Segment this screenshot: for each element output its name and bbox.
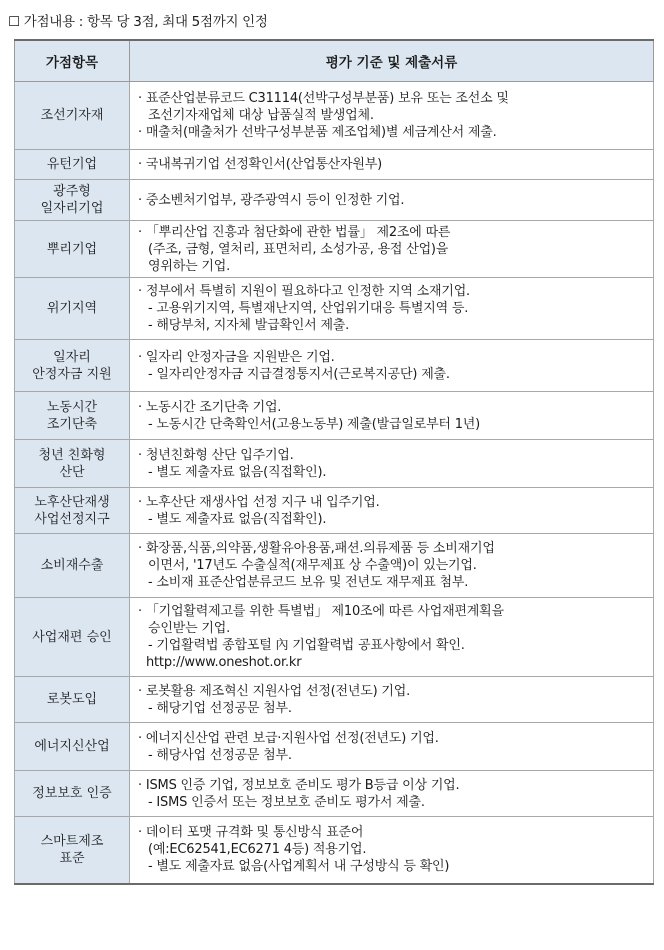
row-criteria	[130, 488, 654, 534]
criteria-line: 조선기자재업체 대상 납품실적 발생업체.	[148, 108, 374, 123]
criteria-line: · 노동시간 조기단축 기업.	[138, 399, 282, 415]
criteria-line: · 중소벤처기업부, 광주광역시 등이 인정한 기업.	[138, 192, 405, 208]
criteria-line: - ISMS 인증서 또는 정보보호 준비도 평가서 제출.	[148, 794, 425, 810]
table-row	[15, 723, 654, 771]
row-criteria	[130, 598, 654, 677]
row-criteria	[130, 340, 654, 392]
row-criteria	[130, 440, 654, 488]
row-criteria	[130, 180, 654, 221]
table-header-row	[15, 40, 654, 82]
criteria-line: - 기업활력법 종합포털 內 기업활력법 공표사항에서 확인.	[148, 638, 465, 653]
row-category: 소비재수출	[15, 534, 130, 598]
header-criteria: 평가 기준 및 제출서류	[130, 40, 654, 82]
table-row	[15, 534, 654, 598]
row-criteria	[130, 392, 654, 440]
table-row	[15, 440, 654, 488]
criteria-line: - 노동시간 단축확인서(고용노동부) 제출(발급일로부터 1년)	[148, 416, 481, 432]
row-criteria	[130, 723, 654, 771]
criteria-line: · 표준산업분류코드 C31114(선박구성부분품) 보유 또는 조선소 및	[138, 91, 509, 106]
criteria-line: 영위하는 기업.	[148, 258, 231, 274]
table-row	[15, 817, 654, 884]
row-criteria	[130, 221, 654, 278]
row-criteria	[130, 677, 654, 723]
criteria-link-text: http://www.oneshot.or.kr	[146, 655, 302, 670]
row-criteria	[130, 278, 654, 340]
criteria-line: - 해당사업 선정공문 첨부.	[148, 747, 292, 763]
criteria-line: (주조, 금형, 열처리, 표면처리, 소성가공, 용접 산업)을	[148, 241, 449, 257]
row-category: 에너지신산업	[15, 723, 130, 771]
row-category: 위기지역	[15, 278, 130, 340]
row-category: 노후산단재생 사업선정지구	[15, 488, 130, 534]
row-criteria	[130, 817, 654, 884]
table-row	[15, 392, 654, 440]
criteria-line: 이면서, '17년도 수출실적(재무제표 상 수출액)이 있는기업.	[148, 558, 477, 573]
criteria-line: · 일자리 안정자금을 지원받은 기업.	[138, 349, 335, 365]
table-row	[15, 221, 654, 278]
row-category: 광주형 일자리기업	[15, 180, 130, 221]
criteria-line: · 화장품,식품,의약품,생활유아용품,패션.의류제품 등 소비재기업	[138, 541, 495, 556]
criteria-line: · 정부에서 특별히 지원이 필요하다고 인정한 지역 소재기업.	[138, 284, 470, 299]
criteria-line: (예:EC62541,EC6271 4등) 적용기업.	[148, 842, 367, 858]
criteria-line: - 해당기업 선정공문 첨부.	[148, 700, 292, 716]
header-category: 가점항목	[15, 40, 130, 82]
row-criteria	[130, 771, 654, 817]
table-row	[15, 488, 654, 534]
row-category: 조선기자재	[15, 82, 130, 150]
row-category: 스마트제조 표준	[15, 817, 130, 884]
criteria-line: - 별도 제출자료 없음(직접확인).	[148, 464, 327, 480]
table-row	[15, 82, 654, 150]
table-row	[15, 278, 654, 340]
row-category: 노동시간 조기단축	[15, 392, 130, 440]
criteria-line: · 국내복귀기업 선정확인서(산업통산자원부)	[138, 157, 382, 172]
bonus-criteria-table	[14, 39, 654, 885]
table-row	[15, 677, 654, 723]
criteria-line: - 별도 제출자료 없음(사업계획서 내 구성방식 등 확인)	[148, 859, 450, 875]
criteria-line: · 데이터 포맷 규격화 및 통신방식 표준어	[138, 825, 364, 841]
criteria-line: 승인받는 기업.	[148, 621, 231, 636]
criteria-line: - 고용위기지역, 특별재난지역, 산업위기대응 특별지역 등.	[148, 301, 469, 316]
criteria-line: · 매출처(매출처가 선박구성부분품 제조업체)별 세금계산서 제출.	[138, 125, 497, 140]
row-category: 정보보호 인증	[15, 771, 130, 817]
criteria-line: · ISMS 인증 기업, 정보보호 준비도 평가 B등급 이상 기업.	[138, 777, 460, 793]
criteria-line: · 「뿌리산업 진흥과 첨단화에 관한 법률」 제2조에 따른	[138, 224, 451, 240]
criteria-line: · 청년친화형 산단 입주기업.	[138, 447, 294, 463]
row-category: 청년 친화형 산단	[15, 440, 130, 488]
row-category: 뿌리기업	[15, 221, 130, 278]
criteria-line: - 해당부처, 지자체 발급확인서 제출.	[148, 318, 350, 333]
criteria-line: - 소비재 표준산업분류코드 보유 및 전년도 재무제표 첨부.	[148, 575, 469, 590]
row-category: 유턴기업	[15, 150, 130, 180]
row-criteria	[130, 82, 654, 150]
row-category: 로봇도입	[15, 677, 130, 723]
criteria-line: - 별도 제출자료 없음(직접확인).	[148, 511, 327, 527]
table-row	[15, 180, 654, 221]
table-row	[15, 598, 654, 677]
table-row	[15, 771, 654, 817]
table-row	[15, 150, 654, 180]
section-caption: ☐ 가점내용 : 항목 당 3점, 최대 5점까지 인정	[8, 14, 268, 30]
row-criteria	[130, 534, 654, 598]
criteria-line: · 에너지신산업 관련 보급·지원사업 선정(전년도) 기업.	[138, 730, 439, 746]
criteria-line: · 로봇활용 제조혁신 지원사업 선정(전년도) 기업.	[138, 683, 411, 699]
row-category: 사업재편 승인	[15, 598, 130, 677]
table-row	[15, 340, 654, 392]
criteria-line: · 「기업활력제고를 위한 특별법」 제10조에 따른 사업재편계획을	[138, 604, 504, 619]
row-category: 일자리 안정자금 지원	[15, 340, 130, 392]
criteria-line: · 노후산단 재생사업 선정 지구 내 입주기업.	[138, 494, 380, 510]
criteria-line: - 일자리안정자금 지급결정통지서(근로복지공단) 제출.	[148, 366, 450, 382]
row-criteria	[130, 150, 654, 180]
